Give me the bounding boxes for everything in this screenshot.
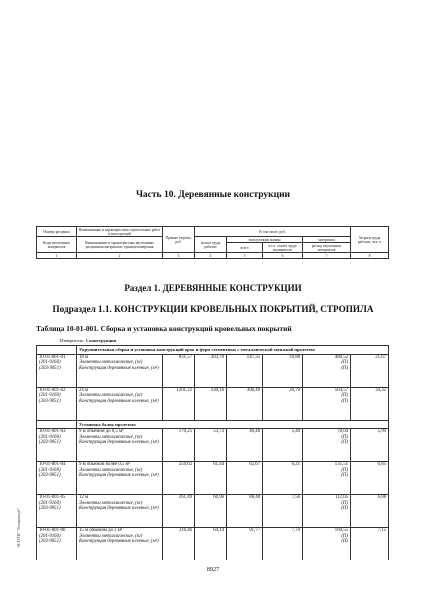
- material-name: Элементы металлические, (кг): [79, 434, 143, 440]
- materials-cost: 480,52: [334, 354, 348, 360]
- rate-code-cell: [37, 354, 77, 387]
- rates-table: [36, 345, 389, 560]
- measurement-unit-label: Измеритель:: [60, 338, 85, 343]
- material-name: Элементы металлические, (кг): [79, 533, 143, 539]
- table-title: Таблица 10-01-001. Сборка и установка конструкций кровельных покрытий: [36, 324, 292, 333]
- materials-cell: [303, 528, 351, 561]
- labor-hours: 7,15: [351, 528, 389, 561]
- work-name: 12 м: [79, 495, 89, 501]
- materials-cell: [303, 429, 351, 462]
- material-name: Конструкция деревянные клееные, (м³): [79, 440, 159, 446]
- material-name: Конструкция деревянные клееные, (м³): [79, 398, 159, 404]
- labor-pay: 203,70: [195, 354, 227, 387]
- work-name: 24 м: [79, 387, 89, 393]
- header-including: В том числе, руб.: [195, 227, 351, 237]
- operators-pay: 6,21: [263, 462, 303, 495]
- header-materials: материалы: [303, 237, 351, 243]
- direct-costs: 259,62: [163, 462, 195, 495]
- group-header-row: [37, 420, 389, 429]
- materials-cost: 135,51: [334, 462, 348, 468]
- rate-code-cell: [37, 528, 77, 561]
- work-name: 18 м: [79, 354, 89, 360]
- table-row: [37, 495, 389, 528]
- header-labor-hours: Затраты труда рабочих, чел.-ч: [351, 227, 389, 253]
- labor-hours: 6,85: [351, 462, 389, 495]
- labor-hours: 21,67: [351, 354, 389, 387]
- material-code: (203-9051): [39, 506, 61, 512]
- table-row: [37, 429, 389, 462]
- group-header-spacer: [37, 420, 77, 429]
- material-marker: (П): [341, 398, 348, 404]
- table-row: [37, 528, 389, 561]
- material-code: (201-9160): [39, 393, 61, 399]
- material-name: Конструкция деревянные клееные, (м³): [79, 539, 159, 545]
- material-code: (203-9051): [39, 539, 61, 545]
- header-labor-pay: оплата труда рабочих: [195, 237, 227, 253]
- labor-hours: 34,32: [351, 387, 389, 420]
- page-number: 8927: [206, 566, 220, 573]
- operators-pay: 10,80: [263, 354, 303, 387]
- material-code: (203-9051): [39, 365, 61, 371]
- labor-pay: 53,73: [195, 429, 227, 462]
- table-row: [37, 387, 389, 420]
- work-name: 9 м объемом до 0,5 м³: [79, 429, 124, 435]
- column-number: 7: [303, 253, 351, 258]
- machines-total: 91,77: [227, 528, 263, 561]
- work-name-cell: [77, 387, 163, 420]
- direct-costs: 261,49: [163, 495, 195, 528]
- materials-cost: 160,55: [334, 528, 348, 534]
- machines-total: 147,35: [227, 354, 263, 387]
- materials-cell: [303, 354, 351, 387]
- header-machines-total: всего: [227, 243, 263, 253]
- materials-cost: 70,04: [337, 429, 348, 435]
- materials-cost: 112,05: [334, 495, 348, 501]
- material-code: (201-9160): [39, 533, 61, 539]
- material-name: Элементы металлические, (кг): [79, 360, 143, 366]
- material-code: (201-9160): [39, 434, 61, 440]
- labor-hours: 5,99: [351, 429, 389, 462]
- rate-code-cell: [37, 387, 77, 420]
- materials-cost: 564,57: [334, 387, 348, 393]
- work-name-cell: [77, 495, 163, 528]
- material-code: (201-9160): [39, 500, 61, 506]
- rate-code: 10-01-001-01: [39, 354, 66, 360]
- labor-pay: 61,44: [195, 462, 227, 495]
- rate-code: 10-01-001-02: [39, 387, 66, 393]
- measurement-unit-value: 1 конструкция: [85, 338, 117, 343]
- machines-total: 46,48: [227, 429, 263, 462]
- part-title: Часть 10. Деревянные конструкции: [135, 190, 291, 200]
- rate-code: 10-01-001-05: [39, 495, 66, 501]
- material-marker: (П): [341, 467, 348, 473]
- rate-code: 10-01-001-03: [39, 429, 66, 435]
- direct-costs: 170,25: [163, 429, 195, 462]
- rate-code-cell: [37, 462, 77, 495]
- rate-code: 10-01-001-04: [39, 462, 66, 468]
- group-header-row: [37, 346, 389, 355]
- material-code: (203-9051): [39, 398, 61, 404]
- material-name: Элементы металлические, (кг): [79, 393, 143, 399]
- material-marker: (П): [341, 440, 348, 446]
- section-title: Раздел 1. ДЕРЕВЯННЫЕ КОНСТРУКЦИИ: [124, 283, 302, 293]
- group-header-title: Установка балок пролетом:: [77, 420, 389, 429]
- material-marker: (П): [341, 500, 348, 506]
- column-header-table: [36, 226, 389, 259]
- direct-costs: 831,57: [163, 354, 195, 387]
- material-marker: (П): [341, 393, 348, 399]
- header-unaccounted-materials: расход неучтенных материалов: [303, 243, 351, 253]
- machines-total: 306,49: [227, 387, 263, 420]
- column-number: 1: [37, 253, 77, 258]
- material-name: Конструкция деревянные клееные, (м³): [79, 365, 159, 371]
- material-marker: (П): [341, 360, 348, 366]
- group-header-title: Укрупнительная сборка и установка конструкций арок и ферм сегментных с металлической затяжкой пролетом:: [77, 346, 389, 355]
- header-material-names: Наименование и характеристика неучтенных расценками материалов, единица измерения: [77, 237, 163, 253]
- header-direct-costs: Прямые затраты, руб.: [163, 227, 195, 253]
- work-name: 9 м объемом более 0,5 м³: [79, 462, 131, 468]
- material-marker: (П): [341, 434, 348, 440]
- column-number: 2: [77, 253, 163, 258]
- material-name: Элементы металлические, (кг): [79, 467, 143, 473]
- material-name: Конструкция деревянные клееные, (м³): [79, 506, 159, 512]
- column-number: 5: [227, 253, 263, 258]
- column-number: 3: [163, 253, 195, 258]
- material-name: Конструкция деревянные клееные, (м³): [79, 473, 159, 479]
- materials-cell: [303, 495, 351, 528]
- operators-pay: 20,79: [263, 387, 303, 420]
- direct-costs: 316,46: [163, 528, 195, 561]
- measurement-unit: [60, 338, 116, 343]
- labor-pay: 330,16: [195, 387, 227, 420]
- rate-code: 10-01-001-06: [39, 528, 66, 534]
- rate-code-cell: [37, 495, 77, 528]
- column-number: 6: [263, 253, 303, 258]
- materials-cell: [303, 387, 351, 420]
- group-header-spacer: [37, 346, 77, 355]
- direct-costs: 1201,22: [163, 387, 195, 420]
- material-marker: (П): [341, 539, 348, 545]
- subsection-title: Подраздел 1.1. КОНСТРУКЦИИ КРОВЕЛЬНЫХ ПОКРЫТИЙ, СТРОПИЛА: [52, 304, 374, 314]
- machines-total: 88,48: [227, 495, 263, 528]
- table-row: [37, 462, 389, 495]
- operators-pay: 7,70: [263, 528, 303, 561]
- material-code: (201-9160): [39, 360, 61, 366]
- work-name-cell: [77, 429, 163, 462]
- material-code: (201-9160): [39, 467, 61, 473]
- materials-cell: [303, 462, 351, 495]
- material-marker: (П): [341, 365, 348, 371]
- rate-code-cell: [37, 429, 77, 462]
- header-operators-pay: в т.ч. оплата труда машинистов: [263, 243, 303, 253]
- material-marker: (П): [341, 473, 348, 479]
- header-material-codes: Коды неучтенных материалов: [37, 237, 77, 253]
- machines-total: 62,67: [227, 462, 263, 495]
- column-number: 8: [351, 253, 389, 258]
- header-machines: эксплуатация машин: [227, 237, 303, 243]
- operators-pay: 5,40: [263, 429, 303, 462]
- material-marker: (П): [341, 533, 348, 539]
- work-name-cell: [77, 354, 163, 387]
- material-code: (203-9051): [39, 440, 61, 446]
- header-work-name: Наименование и характеристика строительных работ и конструкций: [77, 227, 163, 237]
- work-name-cell: [77, 528, 163, 561]
- column-number: 4: [195, 253, 227, 258]
- header-rate-numbers: Номера расценок: [37, 227, 77, 237]
- labor-pay: 60,96: [195, 495, 227, 528]
- material-name: Элементы металлические, (кг): [79, 500, 143, 506]
- work-name-cell: [77, 462, 163, 495]
- operators-pay: 7,56: [263, 495, 303, 528]
- publisher-stamp: ЭСНТИ "Техэксперт": [16, 507, 21, 548]
- material-marker: (П): [341, 506, 348, 512]
- material-code: (203-9051): [39, 473, 61, 479]
- table-row: [37, 354, 389, 387]
- labor-pay: 64,14: [195, 528, 227, 561]
- labor-hours: 6,88: [351, 495, 389, 528]
- work-name: 15 м объемом до 2 м³: [79, 528, 123, 534]
